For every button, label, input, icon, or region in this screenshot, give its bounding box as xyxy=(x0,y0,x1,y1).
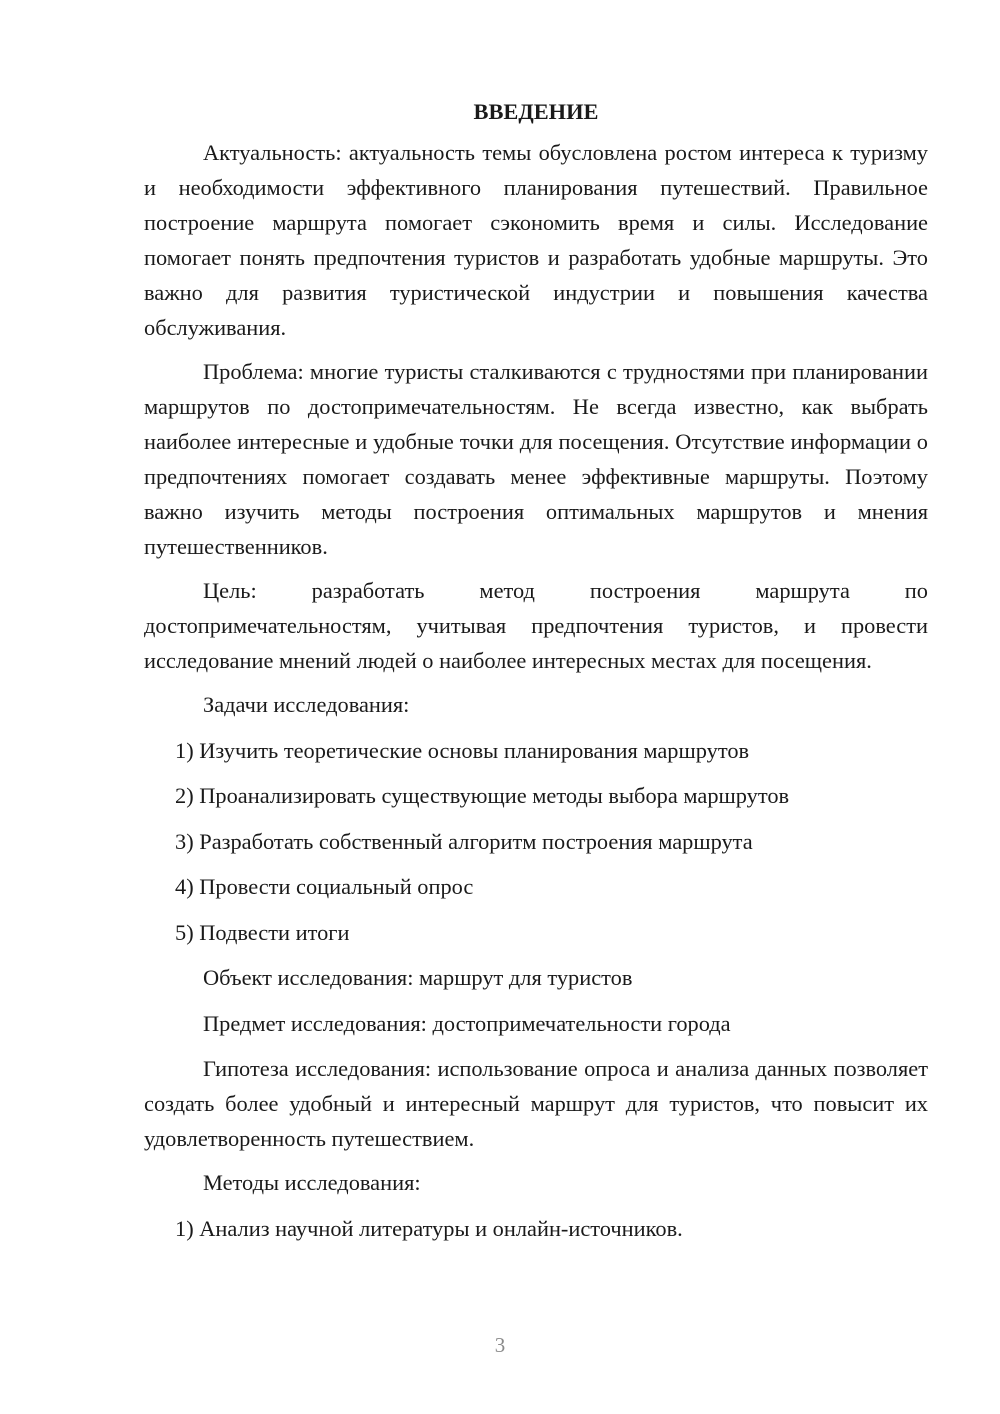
list-item: 4) Провести социальный опрос xyxy=(175,874,474,899)
document-page xyxy=(144,94,928,1256)
relevance-paragraph: Актуальность: актуальность темы обусловлена ростом интереса к туризму и необходимости эффективного планирования путешествий. Правильное построение маршрута помогает сэкономить время и силы. Исследование помогает понять предпочтения туристов и разработать удобные маршруты. Это важно для развития туристической индустрии и повышения качества обслуживания. xyxy=(144,140,928,340)
research-object: Объект исследования: маршрут для туристов xyxy=(203,965,633,990)
list-item: 2) Проанализировать существующие методы выбора маршрутов xyxy=(175,783,790,808)
tasks-heading: Задачи исследования: xyxy=(203,692,410,717)
list-item: 5) Подвести итоги xyxy=(175,919,350,945)
problem-paragraph: Проблема: многие туристы сталкиваются с трудностями при планировании маршрутов по достопримечательностям. Не всегда известно, как выбрать наиболее интересные и удобные точки для посещения. Отсутствие информации о предпочтениях помогает создавать менее эффективные маршруты. Поэтому важно изучить методы построения оптимальных маршрутов и мнения путешественников. xyxy=(144,359,928,559)
research-subject: Предмет исследования: достопримечательности города xyxy=(203,1010,731,1036)
list-item: 3) Разработать собственный алгоритм построения маршрута xyxy=(175,828,753,854)
page-number: 3 xyxy=(494,1333,506,1357)
methods-heading: Методы исследования: xyxy=(203,1170,421,1195)
tasks-list xyxy=(144,733,928,950)
hypothesis-paragraph: Гипотеза исследования: использование опроса и анализа данных позволяет создать более удобный и интересный маршрут для туристов, что повысит их удовлетворенность путешествием. xyxy=(144,1056,928,1151)
list-item: 1) Анализ научной литературы и онлайн-источников. xyxy=(175,1215,683,1241)
methods-list xyxy=(144,1211,928,1246)
list-item: 1) Изучить теоретические основы планирования маршрутов xyxy=(175,737,750,763)
page-title: ВВЕДЕНИЕ xyxy=(473,99,599,124)
goal-paragraph: Цель: разработать метод построения маршрута по достопримечательностям, учитывая предпочтения туристов, и провести исследование мнений людей о наиболее интересных местах для посещения. xyxy=(144,578,928,673)
